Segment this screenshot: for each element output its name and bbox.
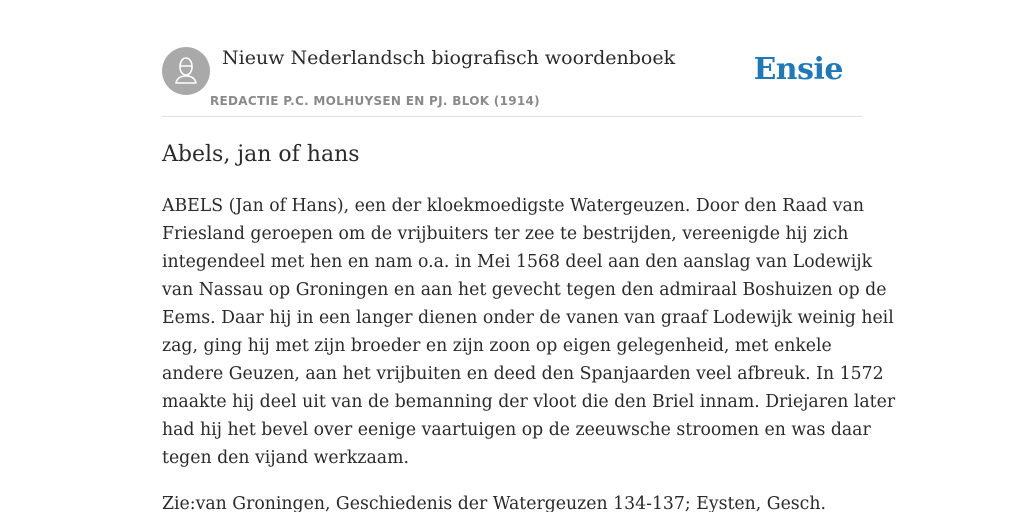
text-line: had hij het bevel over eenige vaartuigen op de zeeuwsche stroomen en was daar: [162, 420, 871, 440]
entry-paragraph: [162, 192, 896, 472]
source-title[interactable]: Nieuw Nederlandsch biografisch woordenboek: [222, 47, 676, 69]
text-line: Zie:van Groningen, Geschiedenis der Watergeuzen 134-137; Eysten, Gesch.: [162, 494, 826, 512]
text-line: Friesland geroepen om de vrijbuiters ter zee te bestrijden, vereenigde hij zich: [162, 224, 849, 244]
text-line: van Nassau op Groningen en aan het gevecht tegen den admiraal Boshuizen op de: [162, 280, 887, 300]
text-line: ABELS (Jan of Hans), een der kloekmoedigste Watergeuzen. Door den Raad van: [162, 196, 864, 216]
content-column: [162, 0, 896, 512]
text-line: zag, ging hij met zijn broeder en zijn zoon op eigen gelegenheid, met enkele: [162, 336, 832, 356]
user-silhouette-icon: [162, 47, 210, 95]
source-header: [162, 0, 862, 117]
source-editors: REDACTIE P.C. MOLHUYSEN EN PJ. BLOK (1914): [210, 94, 540, 108]
entry-title: Abels, jan of hans: [162, 142, 360, 167]
text-line: tegen den vijand werkzaam.: [162, 448, 409, 468]
entry-body: [162, 192, 896, 512]
text-line: integendeel met hen en nam o.a. in Mei 1568 deel aan den aanslag van Lodewijk: [162, 252, 873, 272]
entry-references: [162, 490, 862, 512]
text-line: andere Geuzen, aan het vrijbuiten en deed den Spanjaarden veel afbreuk. In 1572: [162, 364, 884, 384]
text-line: maakte hij deel uit van de bemanning der vloot die den Briel innam. Driejaren later: [162, 392, 896, 412]
brand-logo[interactable]: Ensie: [753, 52, 843, 87]
text-line: Eems. Daar hij in een langer dienen onder de vanen van graaf Lodewijk weinig heil: [162, 308, 894, 328]
